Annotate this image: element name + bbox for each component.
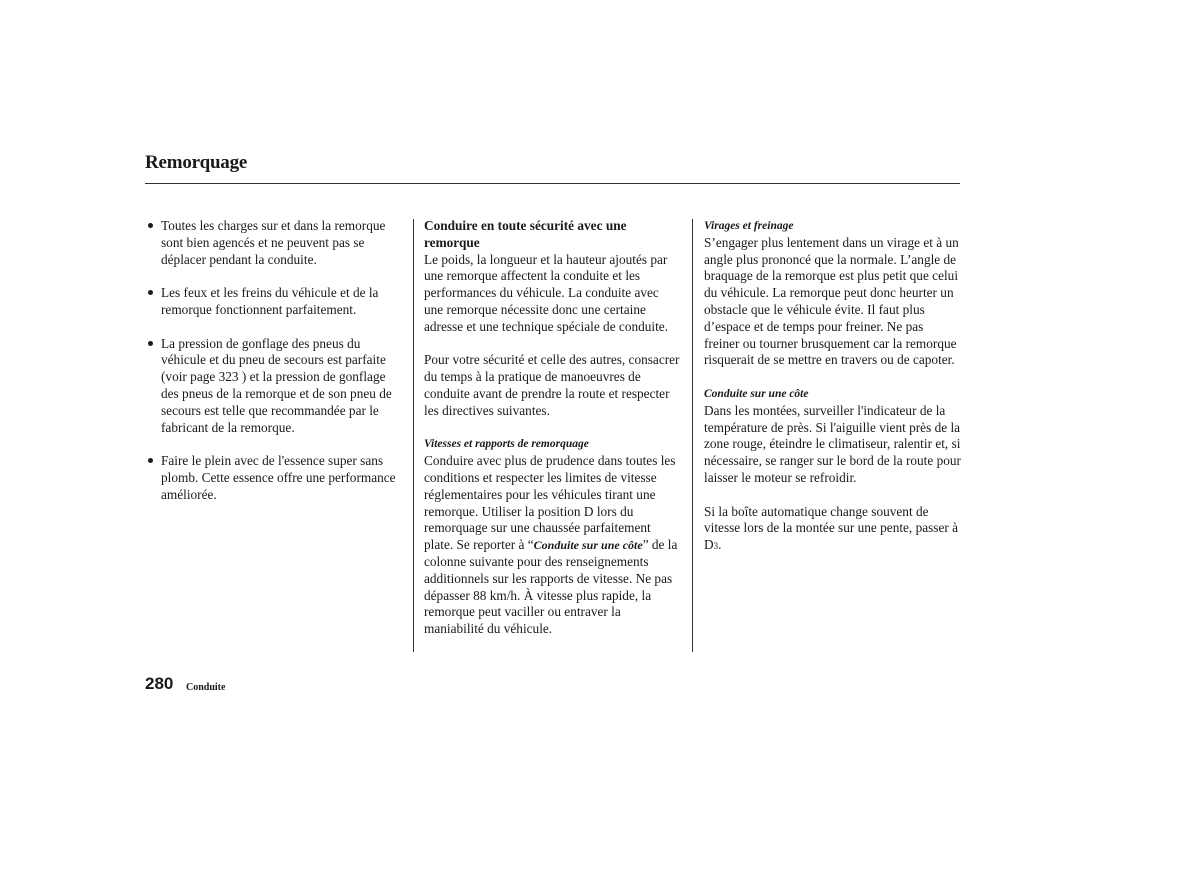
column-2 [424,218,681,638]
column-divider [692,219,693,652]
paragraph: Le poids, la longueur et la hauteur ajoutés par une remorque affectent la conduite et les performances du véhicule. La conduite avec une remorque nécessite donc une certaine adresse et une technique spéciale de conduite. [424,251,669,334]
bullet-item [147,218,405,268]
footer-section-label: Conduite [186,682,226,693]
column-3 [704,218,962,555]
bullet-text: La pression de gonflage des pneus du véhicule et du pneu de secours est parfaite (voir page 323 ) et la pression de gonflage des pneus de la remorque et de son pneu de secours est telle que recommandée par le fabricant de la remorque. [161,335,392,435]
paragraph-text: . [718,537,722,553]
paragraph: Pour votre sécurité et celle des autres, consacrer du temps à la pratique de manoeuvres de conduite avant de prendre la route et respecter les directives suivantes. [424,352,680,418]
subsection-heading: Conduite sur une côte [704,387,809,400]
subsection-heading: Vitesses et rapports de remorquage [424,438,589,451]
paragraph: Dans les montées, surveiller l'indicateur de la température de près. Si l'aiguille vient près de la zone rouge, éteindre le climatiseur, ralentir et, si nécessaire, se ranger sur le bord de la route pour laisser le moteur se refroidir. [704,402,961,485]
bullet-text: Les feux et les freins du véhicule et de la remorque fonctionnent parfaitement. [161,285,379,317]
bullet-dot-icon [148,341,153,346]
bullet-text: Toutes les charges sur et dans la remorque sont bien agencés et ne peuvent pas se déplacer pendant la conduite. [161,218,386,267]
column-1 [147,218,405,520]
paragraph [424,453,681,638]
paragraph: S’engager plus lentement dans un virage et à un angle plus prononcé que la normale. L’angle de braquage de la remorque est plus petit que celui du véhicule. La remorque peut donc heurter un obstacle que le véhicule évite. Il faut plus d’espace et de temps pour freiner. Ne pas freiner ou tourner brusquement car la remorque risquerait de se mettre en travers ou de capoter. [704,234,959,368]
bullet-item [147,285,405,319]
paragraph-text: Si la boîte automatique change souvent de vitesse lors de la montée sur une pente, passer à D [704,503,959,553]
bullet-dot-icon [148,458,153,463]
section-heading: Conduire en toute sécurité avec une remorque [424,218,627,250]
page-title: Remorquage [145,152,248,173]
column-divider [413,219,414,652]
bullet-dot-icon [148,223,153,228]
subsection-heading: Virages et freinage [704,220,794,232]
title-divider [145,183,960,184]
cross-reference: Conduite sur une côte [533,538,643,553]
paragraph-text: Conduire avec plus de prudence dans toutes les conditions et respecter les limites de vitesse réglementaires pour les véhicules tirant une remorque. Utiliser la position D lors du remorquage sur une chaussée parfaitement plate. Se reporter à “ [424,453,676,553]
bullet-item [147,336,405,437]
page-number: 280 [145,674,174,693]
gear-subscript: 3 [713,541,719,552]
bullet-dot-icon [148,290,153,295]
paragraph [704,504,962,555]
bullet-text: Faire le plein avec de l'essence super sans plomb. Cette essence offre une performance améliorée. [161,453,396,502]
paragraph-text: ” de la colonne suivante pour des renseignements additionnels sur les rapports de vitesse. Ne pas dépasser 88 km/h. À vitesse plus rapide, la remorque peut vaciller ou entraver la maniabilité du véhicule. [424,537,678,637]
bullet-item [147,453,405,503]
